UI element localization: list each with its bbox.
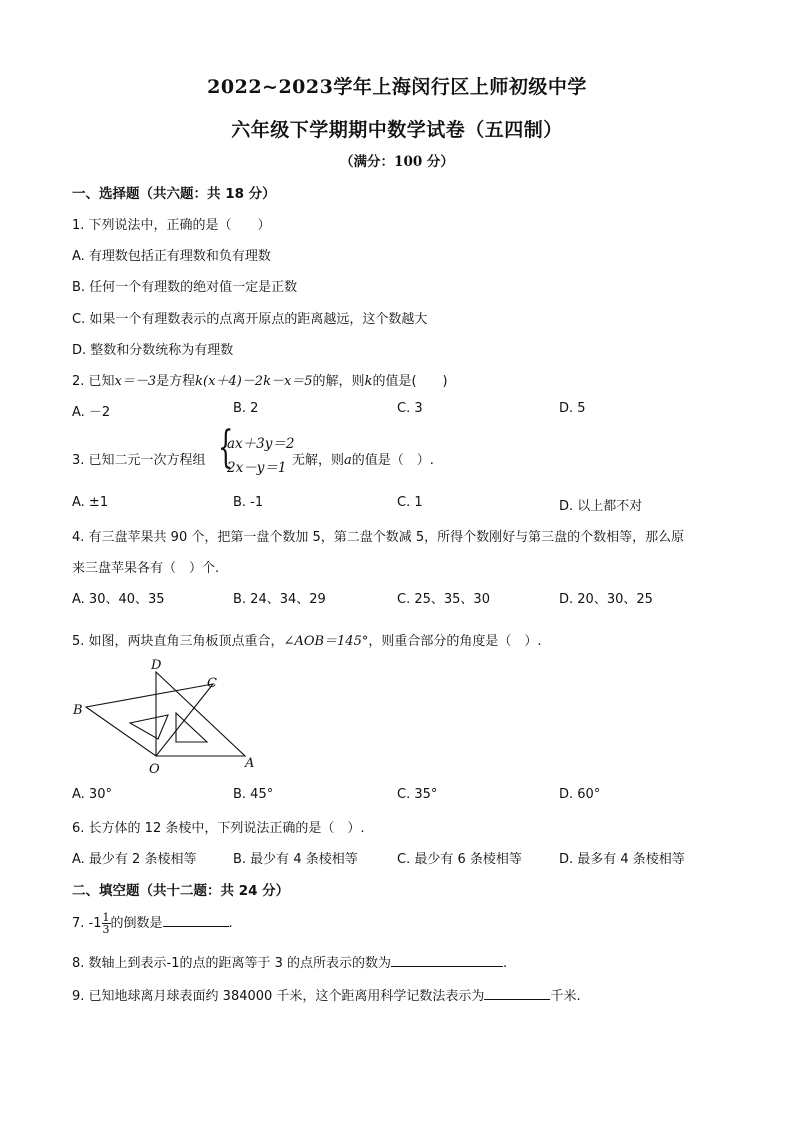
q4-option-b: B. 24、34、29 <box>233 592 326 607</box>
q5-option-a: A. 30° <box>72 787 112 802</box>
q9-stem <box>72 985 581 1004</box>
q6-stem: 6. 长方体的 12 条棱中，下列说法正确的是（ ）. <box>72 821 365 836</box>
q2-stem-mid: 是方程 <box>156 374 196 389</box>
q5-stem-prefix: 5. 如图，两块直角三角板顶点重合， <box>72 634 284 649</box>
full-score: （满分：100 分） <box>340 154 454 170</box>
q3-stem-rest <box>292 449 434 468</box>
q5-option-b: B. 45° <box>233 787 274 802</box>
q3-equation-2: 2x－y＝1 <box>227 460 287 476</box>
section-heading-fill-blank: 二、填空题（共十二题：共 24 分） <box>72 883 290 899</box>
q9-answer-blank[interactable] <box>484 985 550 1000</box>
q2-stem-suffix: 的值是( ) <box>372 374 448 389</box>
q4-option-d: D. 20、30、25 <box>559 592 653 607</box>
q7-end: . <box>228 916 233 931</box>
q5-option-d: D. 60° <box>559 787 601 802</box>
inner-triangle-left <box>130 715 168 739</box>
q7-answer-blank[interactable] <box>163 912 229 927</box>
q9-text: 9. 已知地球离月球表面约 384000 千米，这个距离用科学记数法表示为 <box>72 989 485 1004</box>
q2-option-d: D. 5 <box>559 401 586 416</box>
q3-stem-suffix: 的值是（ ）. <box>351 453 434 468</box>
label-a: A <box>245 756 255 771</box>
q7-frac-num: 1 <box>102 911 110 924</box>
q2-option-b: B. 2 <box>233 401 259 416</box>
q8-stem <box>72 952 507 971</box>
section-heading-choice: 一、选择题（共六题：共 18 分） <box>72 186 276 202</box>
q7-frac-den: 3 <box>102 923 110 936</box>
q2-math-equation: k(x＋4)－2k－x＝5 <box>195 374 313 389</box>
q3-option-a: A. ±1 <box>72 495 109 510</box>
q7-prefix: 7. -1 <box>72 916 102 931</box>
q2-math-k: k <box>364 374 373 389</box>
exam-title-line2: 六年级下学期期中数学试卷（五四制） <box>231 119 563 141</box>
q3-option-d: D. 以上都不对 <box>559 499 643 514</box>
q3-equation-1: ax＋3y＝2 <box>227 436 295 452</box>
q4-stem-line1: 4. 有三盘苹果共 90 个，把第一盘个数加 5，第二盘个数减 5，所得个数刚好与第三盘的个数相等，那么原 <box>72 530 685 545</box>
q2-stem-prefix: 2. 已知 <box>72 374 115 389</box>
q8-end: . <box>503 956 508 971</box>
label-b: B <box>73 703 83 718</box>
q7-suffix: 的倒数是 <box>110 916 163 931</box>
q8-text: 8. 数轴上到表示-1的点的距离等于 3 的点所表示的数为 <box>72 956 392 971</box>
q8-answer-blank[interactable] <box>391 952 503 967</box>
q5-stem-suffix: ，则重合部分的角度是（ ）. <box>368 634 542 649</box>
brace-symbol: { <box>218 422 234 473</box>
q1-option-d: D. 整数和分数统称为有理数 <box>72 343 234 358</box>
q7-stem <box>72 912 233 935</box>
q3-stem-prefix: 3. 已知二元一次方程组 <box>72 453 206 468</box>
q6-option-d: D. 最多有 4 条棱相等 <box>559 852 685 867</box>
q1-option-b: B. 任何一个有理数的绝对值一定是正数 <box>72 280 298 295</box>
q5-triangles-figure <box>70 655 270 780</box>
q1-option-c: C. 如果一个有理数表示的点离开原点的距离越远，这个数越大 <box>72 312 428 327</box>
label-c: C <box>207 676 217 691</box>
q6-option-c: C. 最少有 6 条棱相等 <box>397 852 522 867</box>
q7-fraction <box>102 912 111 935</box>
q2-math-x: x＝－3 <box>114 374 157 389</box>
q1-stem: 1. 下列说法中，正确的是（ ） <box>72 218 271 233</box>
q2-stem <box>72 370 448 389</box>
triangle-doa <box>156 672 245 756</box>
q3-math-a: a <box>344 453 352 468</box>
inner-triangle-right <box>176 713 207 742</box>
q3-stem-mid: 无解，则 <box>292 453 345 468</box>
q4-option-c: C. 25、35、30 <box>397 592 490 607</box>
q5-option-c: C. 35° <box>397 787 438 802</box>
triangle-bco <box>86 684 213 756</box>
q4-option-a: A. 30、40、35 <box>72 592 165 607</box>
q4-stem-line2: 来三盘苹果各有（ ）个. <box>72 561 220 576</box>
q3-option-c: C. 1 <box>397 495 423 510</box>
exam-title-line1: 2022~2023学年上海闵行区上师初级中学 <box>207 76 587 98</box>
q5-math-angle: ∠AOB＝145° <box>283 634 369 649</box>
q2-option-a: A. －2 <box>72 405 111 420</box>
q3-option-b: B. -1 <box>233 495 264 510</box>
q6-option-b: B. 最少有 4 条棱相等 <box>233 852 358 867</box>
q1-option-a: A. 有理数包括正有理数和负有理数 <box>72 249 271 264</box>
q5-stem <box>72 630 542 649</box>
label-d: D <box>151 658 162 673</box>
q2-option-c: C. 3 <box>397 401 423 416</box>
q2-stem-mid2: 的解，则 <box>312 374 365 389</box>
q9-end: 千米. <box>550 989 581 1004</box>
label-o: O <box>149 762 160 777</box>
q6-option-a: A. 最少有 2 条棱相等 <box>72 852 197 867</box>
